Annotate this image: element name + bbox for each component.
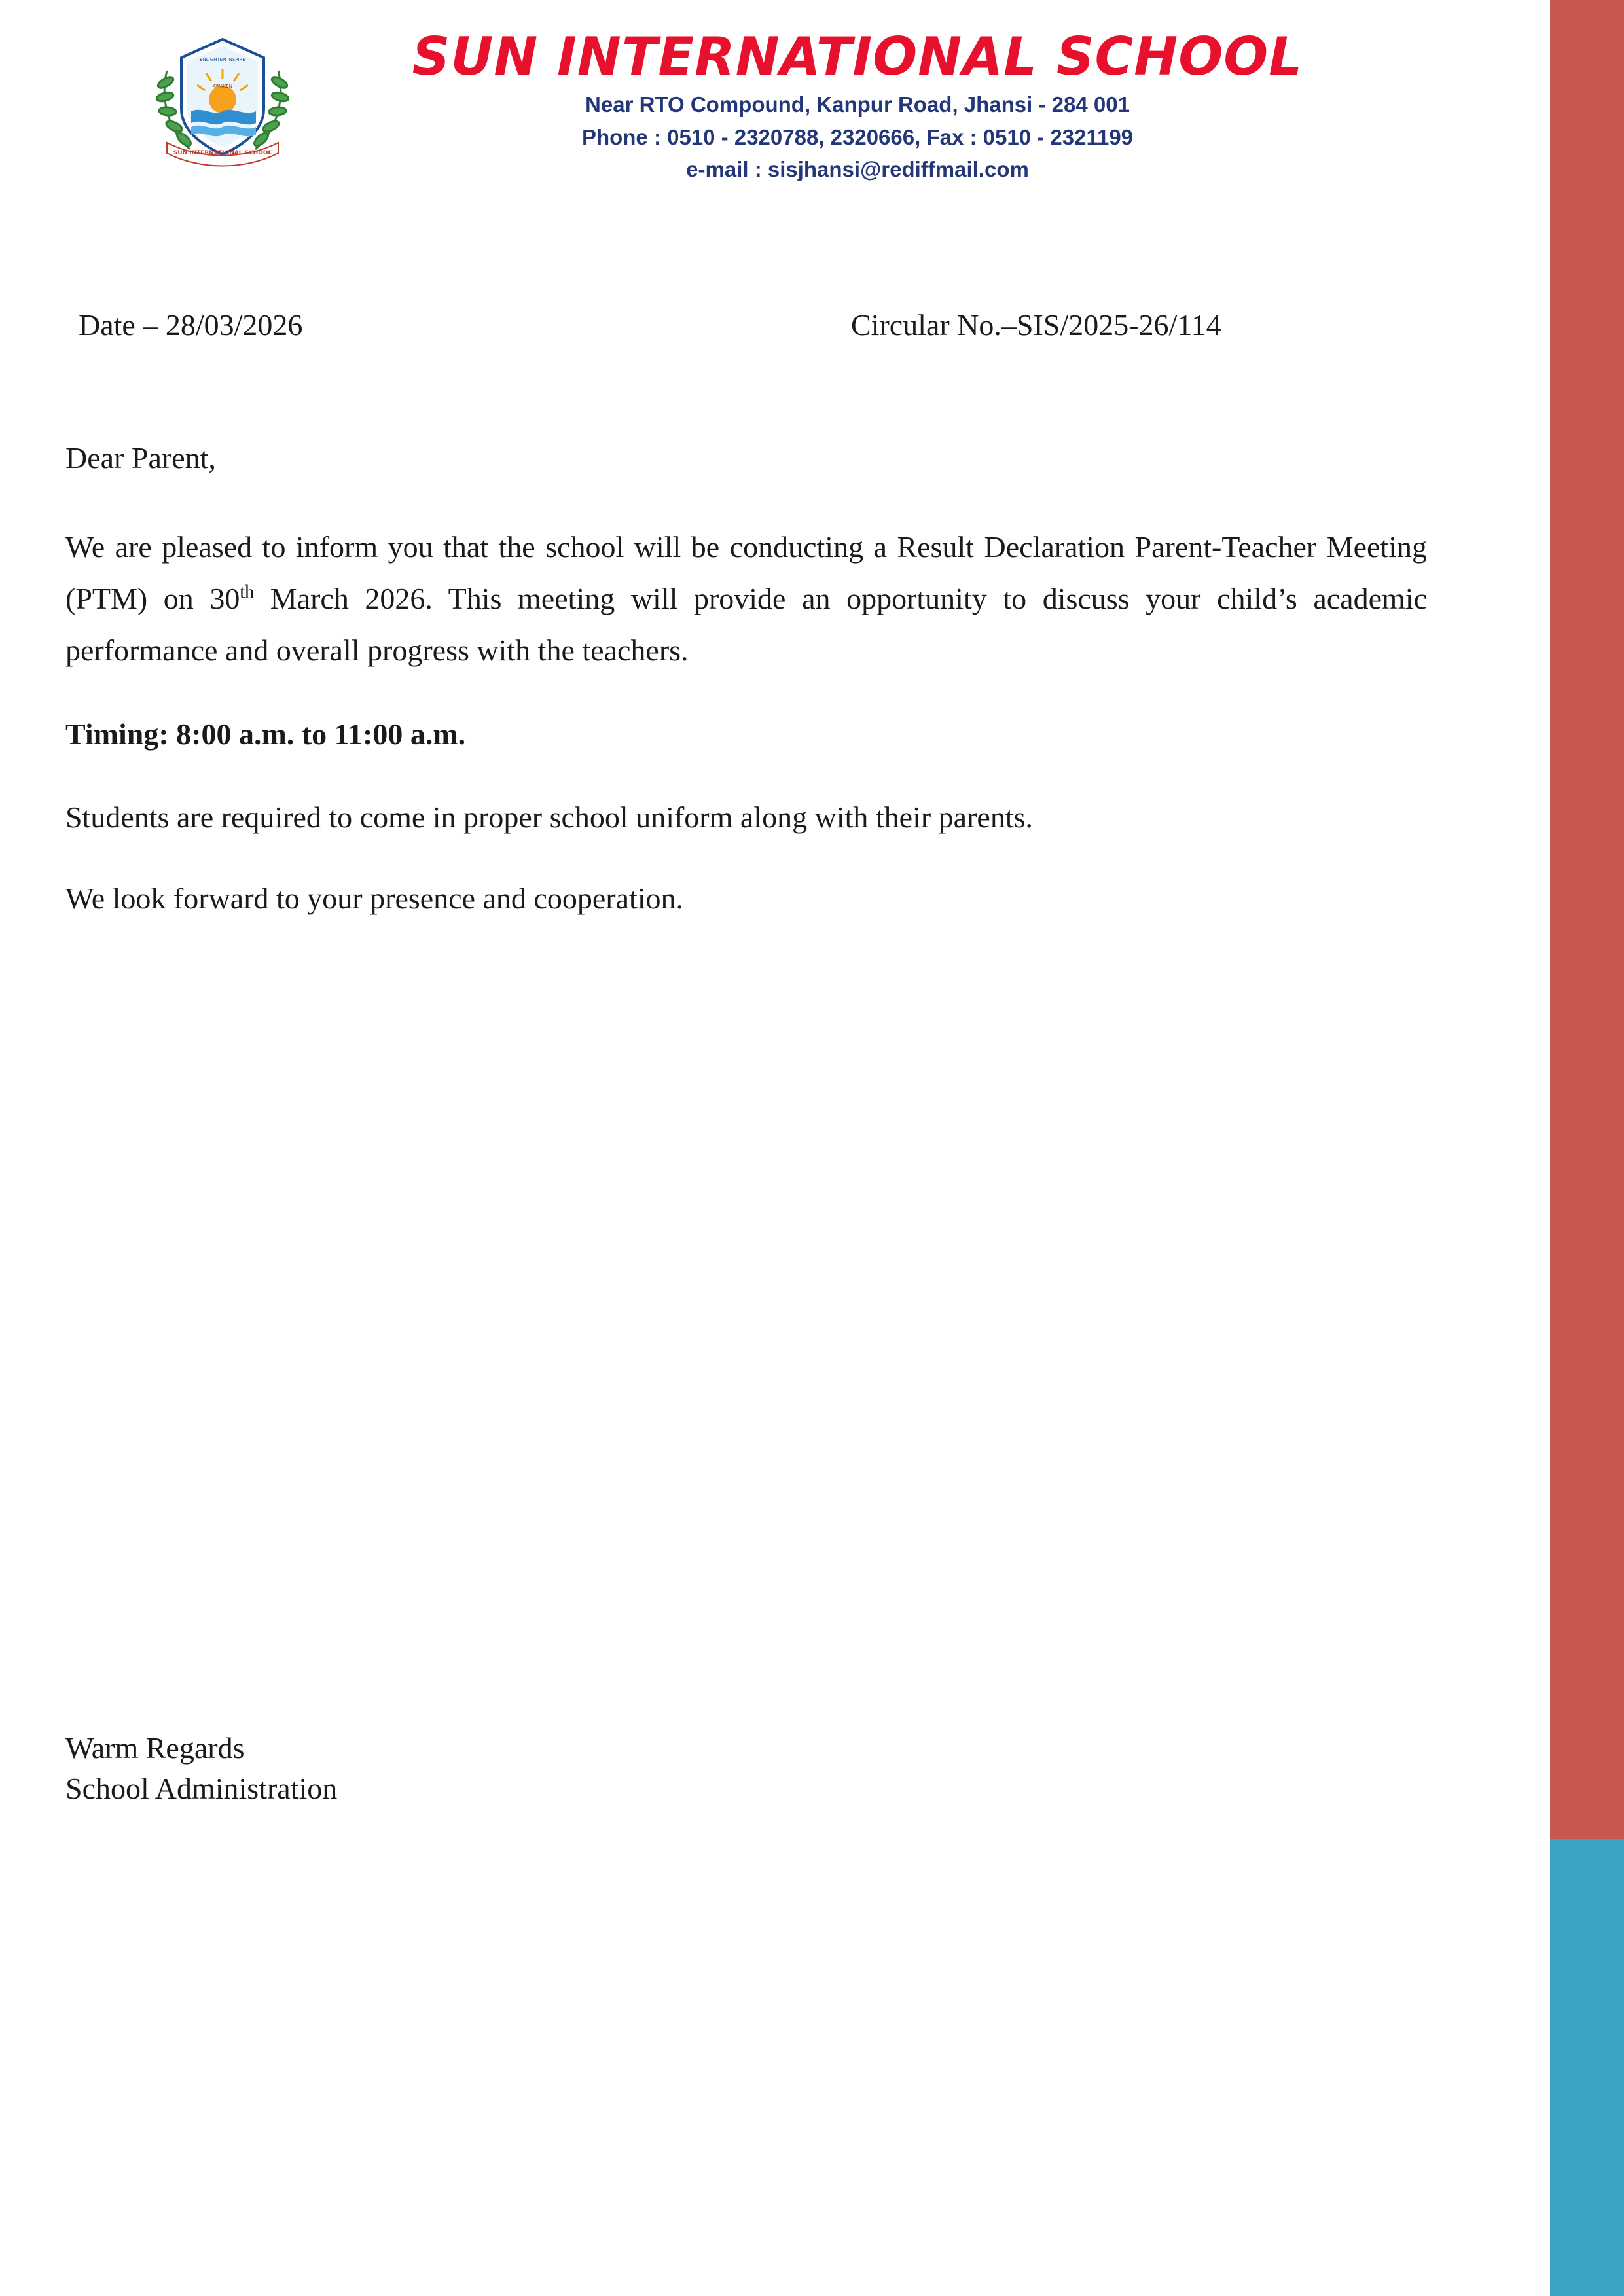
school-logo-icon [154,31,291,172]
svg-text:ENLIGHTEN INSPIRE: ENLIGHTEN INSPIRE [200,57,245,62]
paragraph-announcement-part-1: We are pleased to inform you that the school will be conducting a Result Declaration Parent-Teacher Meeting (PTM) on 30 [65,530,1427,616]
svg-text:AWAKEN: AWAKEN [213,84,232,89]
letter-date: Date – 28/03/2026 [79,308,303,342]
school-phone: Phone : 0510 - 2320788, 2320666, Fax : 0510 - 2321199 [581,124,1134,149]
school-address: Near RTO Compound, Kanpur Road, Jhansi - 284 001 [585,92,1130,117]
date-ordinal-suffix: th [240,582,255,603]
letter-body [65,308,1427,960]
salutation: Dear Parent, [65,441,216,475]
letterhead-text-block [308,26,1407,186]
right-accent-bar-red [1550,0,1624,1839]
right-accent-bar-blue [1550,1839,1624,2296]
paragraph-announcement [65,521,1427,676]
paragraph-closing: We look forward to your presence and cooperation. [65,882,684,916]
circular-number: Circular No.–SIS/2025-26/114 [851,308,1221,342]
signoff-block [65,1728,337,1809]
timing-line: Timing: 8:00 a.m. to 11:00 a.m. [65,717,466,751]
meta-row [65,308,1427,342]
school-name: SUN INTERNATIONAL SCHOOL [412,26,1303,87]
signoff-authority: School Administration [65,1772,338,1806]
letterhead [0,0,1550,301]
paragraph-announcement-part-2: March 2026. This meeting will provide an opportunity to discuss your child’s academic performance and overall progress with the teachers. [65,582,1427,668]
signoff-regards: Warm Regards [65,1731,245,1765]
svg-text:SUN INTERNATIONAL SCHOOL: SUN INTERNATIONAL SCHOOL [173,150,272,156]
school-email: e-mail : sisjhansi@rediffmail.com [686,157,1029,181]
paragraph-uniform: Students are required to come in proper school uniform along with their parents. [65,800,1033,834]
